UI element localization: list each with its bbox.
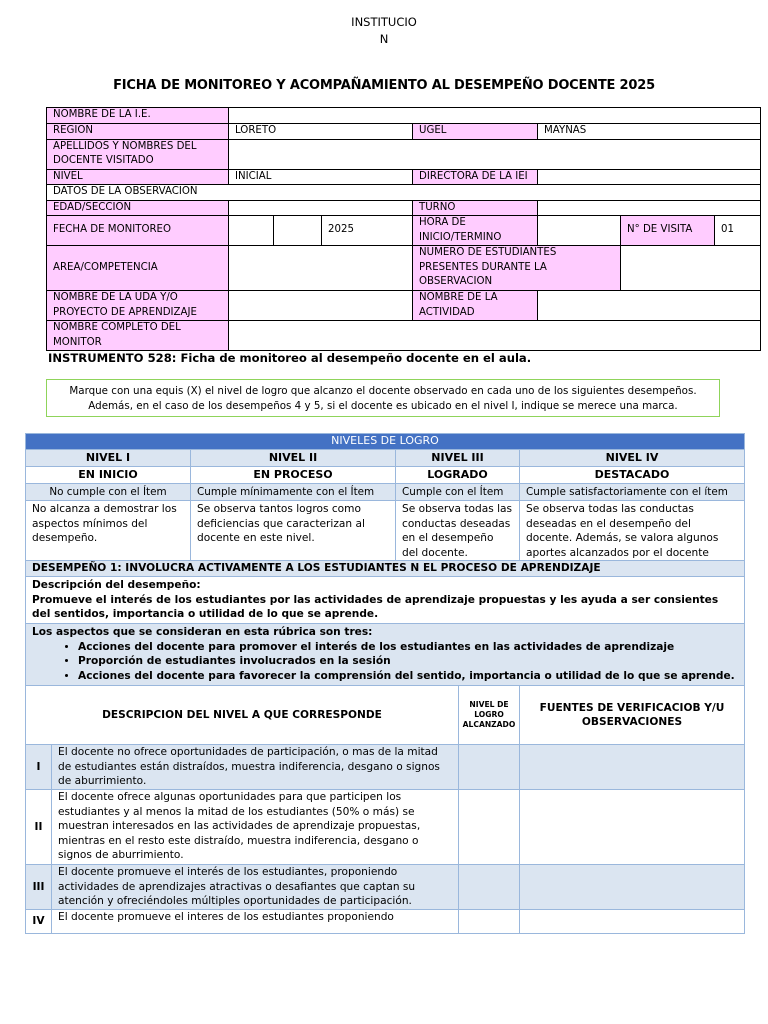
level-2-name: NIVEL II bbox=[191, 450, 396, 467]
monitor-label: NOMBRE COMPLETO DEL MONITOR bbox=[47, 321, 229, 351]
rubric-table bbox=[25, 433, 745, 934]
col-fuentes-header: FUENTES DE VERIFICACIOB Y/U OBSERVACIONES bbox=[520, 686, 745, 745]
nombre-ie-label: NOMBRE DE LA I.E. bbox=[47, 108, 229, 124]
instructions-line-1: Marque con una equis (X) el nivel de logro que alcanzo el docente observado en cada uno de los siguientes desempeños. bbox=[69, 385, 697, 397]
col-nivel-logro-header: NIVEL DE LOGRO ALCANZADO bbox=[459, 686, 520, 745]
fecha-day-field[interactable] bbox=[229, 216, 274, 246]
turno-label: TURNO bbox=[413, 200, 538, 216]
aspect-item: • Acciones del docente para promover el interés de los estudiantes en las actividades de aprendizaje bbox=[78, 640, 738, 655]
rubric-row-nivel-field[interactable] bbox=[459, 910, 520, 934]
rubric-row-text: El docente promueve el interes de los estudiantes proponiendo bbox=[52, 910, 459, 934]
level-4-short: Cumple satisfactoriamente con el ítem bbox=[520, 484, 745, 501]
rubric-row-fuentes-field[interactable] bbox=[520, 790, 745, 865]
area-competencia-label: AREA/COMPETENCIA bbox=[47, 246, 229, 291]
descripcion-label: Descripción del desempeño: bbox=[32, 579, 201, 591]
docente-field[interactable] bbox=[229, 139, 761, 169]
level-1-desc: No alcanza a demostrar los aspectos mínimos del desempeño. bbox=[26, 501, 191, 561]
level-4-label: DESTACADO bbox=[520, 467, 745, 484]
institution-line-1: INSTITUCIO bbox=[351, 15, 417, 29]
rubric-row-num: III bbox=[26, 865, 52, 910]
docente-label: APELLIDOS Y NOMBRES DEL DOCENTE VISITADO bbox=[47, 139, 229, 169]
uda-field[interactable] bbox=[229, 291, 413, 321]
level-1-label: EN INICIO bbox=[26, 467, 191, 484]
institution-header bbox=[0, 14, 768, 48]
datos-observacion-label: DATOS DE LA OBSERVACION bbox=[47, 185, 761, 201]
descripcion-text: Promueve el interés de los estudiantes por las actividades de aprendizaje propuestas y les ayuda a ser consientes del sentidos, importancia o utilidad de lo que se aprende. bbox=[32, 593, 719, 620]
level-3-short: Cumple con el Ítem bbox=[396, 484, 520, 501]
monitor-field[interactable] bbox=[229, 321, 761, 351]
edad-seccion-field[interactable] bbox=[229, 200, 413, 216]
level-1-short: No cumple con el Ítem bbox=[26, 484, 191, 501]
level-3-desc: Se observa todas las conductas deseadas en el desempeño del docente. bbox=[396, 501, 520, 561]
level-2-short: Cumple mínimamente con el Ítem bbox=[191, 484, 396, 501]
estudiantes-label: NUMERO DE ESTUDIANTES PRESENTES DURANTE LA OBSERVACION bbox=[413, 246, 621, 291]
area-competencia-field[interactable] bbox=[229, 246, 413, 291]
rubric-row-text: El docente promueve el interés de los estudiantes, proponiendo actividades de aprendizajes atractivas o desafiantes que captan su atención y ofreciéndoles múltiples oportunidades de participación. bbox=[52, 865, 459, 910]
instructions-box bbox=[46, 379, 720, 417]
edad-seccion-label: EDAD/SECCION bbox=[47, 200, 229, 216]
uda-label: NOMBRE DE LA UDA Y/O PROYECTO DE APRENDIZAJE bbox=[47, 291, 229, 321]
directora-field[interactable] bbox=[538, 169, 761, 185]
aspects-list bbox=[32, 640, 738, 684]
col-descripcion-header: DESCRIPCION DEL NIVEL A QUE CORRESPONDE bbox=[26, 686, 459, 745]
nivel-value[interactable]: INICIAL bbox=[229, 169, 413, 185]
actividad-field[interactable] bbox=[538, 291, 761, 321]
instructions-line-2: Además, en el caso de los desempeños 4 y 5, si el docente es ubicado en el nivel I, indique se merece una marca. bbox=[88, 400, 678, 412]
visita-value[interactable]: 01 bbox=[715, 216, 761, 246]
directora-label: DIRECTORA DE LA IEI bbox=[413, 169, 538, 185]
hora-label: HORA DE INICIO/TERMINO bbox=[413, 216, 538, 246]
level-4-desc: Se observa todas las conductas deseadas en el desempeño del docente. Además, se valora algunos aportes alcanzados por el docente bbox=[520, 501, 745, 561]
instrument-title: INSTRUMENTO 528: Ficha de monitoreo al desempeño docente en el aula. bbox=[48, 351, 532, 365]
rubric-row-num: I bbox=[26, 745, 52, 790]
actividad-label: NOMBRE DE LA ACTIVIDAD bbox=[413, 291, 538, 321]
visita-label: N° DE VISITA bbox=[621, 216, 715, 246]
page-title: FICHA DE MONITOREO Y ACOMPAÑAMIENTO AL DESEMPEÑO DOCENTE 2025 bbox=[113, 78, 655, 93]
turno-field[interactable] bbox=[538, 200, 761, 216]
ugel-value[interactable]: MAYNAS bbox=[538, 124, 761, 140]
estudiantes-field[interactable] bbox=[621, 246, 761, 291]
ugel-label: UGEL bbox=[413, 124, 538, 140]
fecha-year[interactable]: 2025 bbox=[322, 216, 413, 246]
hora-field[interactable] bbox=[538, 216, 621, 246]
rubric-row-nivel-field[interactable] bbox=[459, 865, 520, 910]
rubric-row-nivel-field[interactable] bbox=[459, 790, 520, 865]
rubric-row-num: II bbox=[26, 790, 52, 865]
fecha-monitoreo-label: FECHA DE MONITOREO bbox=[47, 216, 229, 246]
aspects-cell bbox=[26, 624, 745, 686]
fecha-month-field[interactable] bbox=[274, 216, 322, 246]
rubric-row-num: IV bbox=[26, 910, 52, 934]
rubric-row-fuentes-field[interactable] bbox=[520, 910, 745, 934]
descripcion-cell bbox=[26, 577, 745, 624]
desempeno-title: DESEMPEÑO 1: INVOLUCRA ACTIVAMENTE A LOS ESTUDIANTES N EL PROCESO DE APRENDIZAJE bbox=[26, 561, 745, 577]
rubric-row-text: El docente no ofrece oportunidades de participación, o mas de la mitad de estudiantes están distraídos, muestra indiferencia, desgano o signos de aburrimiento. bbox=[52, 745, 459, 790]
level-3-label: LOGRADO bbox=[396, 467, 520, 484]
aspects-intro: Los aspectos que se consideran en esta rúbrica son tres: bbox=[32, 626, 373, 638]
info-table bbox=[46, 107, 761, 351]
level-3-name: NIVEL III bbox=[396, 450, 520, 467]
region-value[interactable]: LORETO bbox=[229, 124, 413, 140]
level-2-desc: Se observa tantos logros como deficiencias que caracterizan al docente en este nivel. bbox=[191, 501, 396, 561]
institution-line-2: N bbox=[379, 32, 389, 46]
niveles-logro-header: NIVELES DE LOGRO bbox=[26, 434, 745, 450]
level-1-name: NIVEL I bbox=[26, 450, 191, 467]
nivel-label: NIVEL bbox=[47, 169, 229, 185]
aspect-item: • Proporción de estudiantes involucrados en la sesión bbox=[78, 654, 738, 669]
rubric-row-nivel-field[interactable] bbox=[459, 745, 520, 790]
rubric-row-fuentes-field[interactable] bbox=[520, 745, 745, 790]
level-2-label: EN PROCESO bbox=[191, 467, 396, 484]
rubric-row-fuentes-field[interactable] bbox=[520, 865, 745, 910]
region-label: REGION bbox=[47, 124, 229, 140]
rubric-row-text: El docente ofrece algunas oportunidades para que participen los estudiantes y al menos la mitad de los estudiantes (50% o más) se muestran interesados en las actividades de aprendizaje propuestas, mientras en el resto este distraído, muestra indiferencia, desgano o signos de aburrimiento. bbox=[52, 790, 459, 865]
level-4-name: NIVEL IV bbox=[520, 450, 745, 467]
nombre-ie-field[interactable] bbox=[229, 108, 761, 124]
aspect-item: • Acciones del docente para favorecer la comprensión del sentido, importancia o utilidad de lo que se aprende. bbox=[78, 669, 738, 684]
